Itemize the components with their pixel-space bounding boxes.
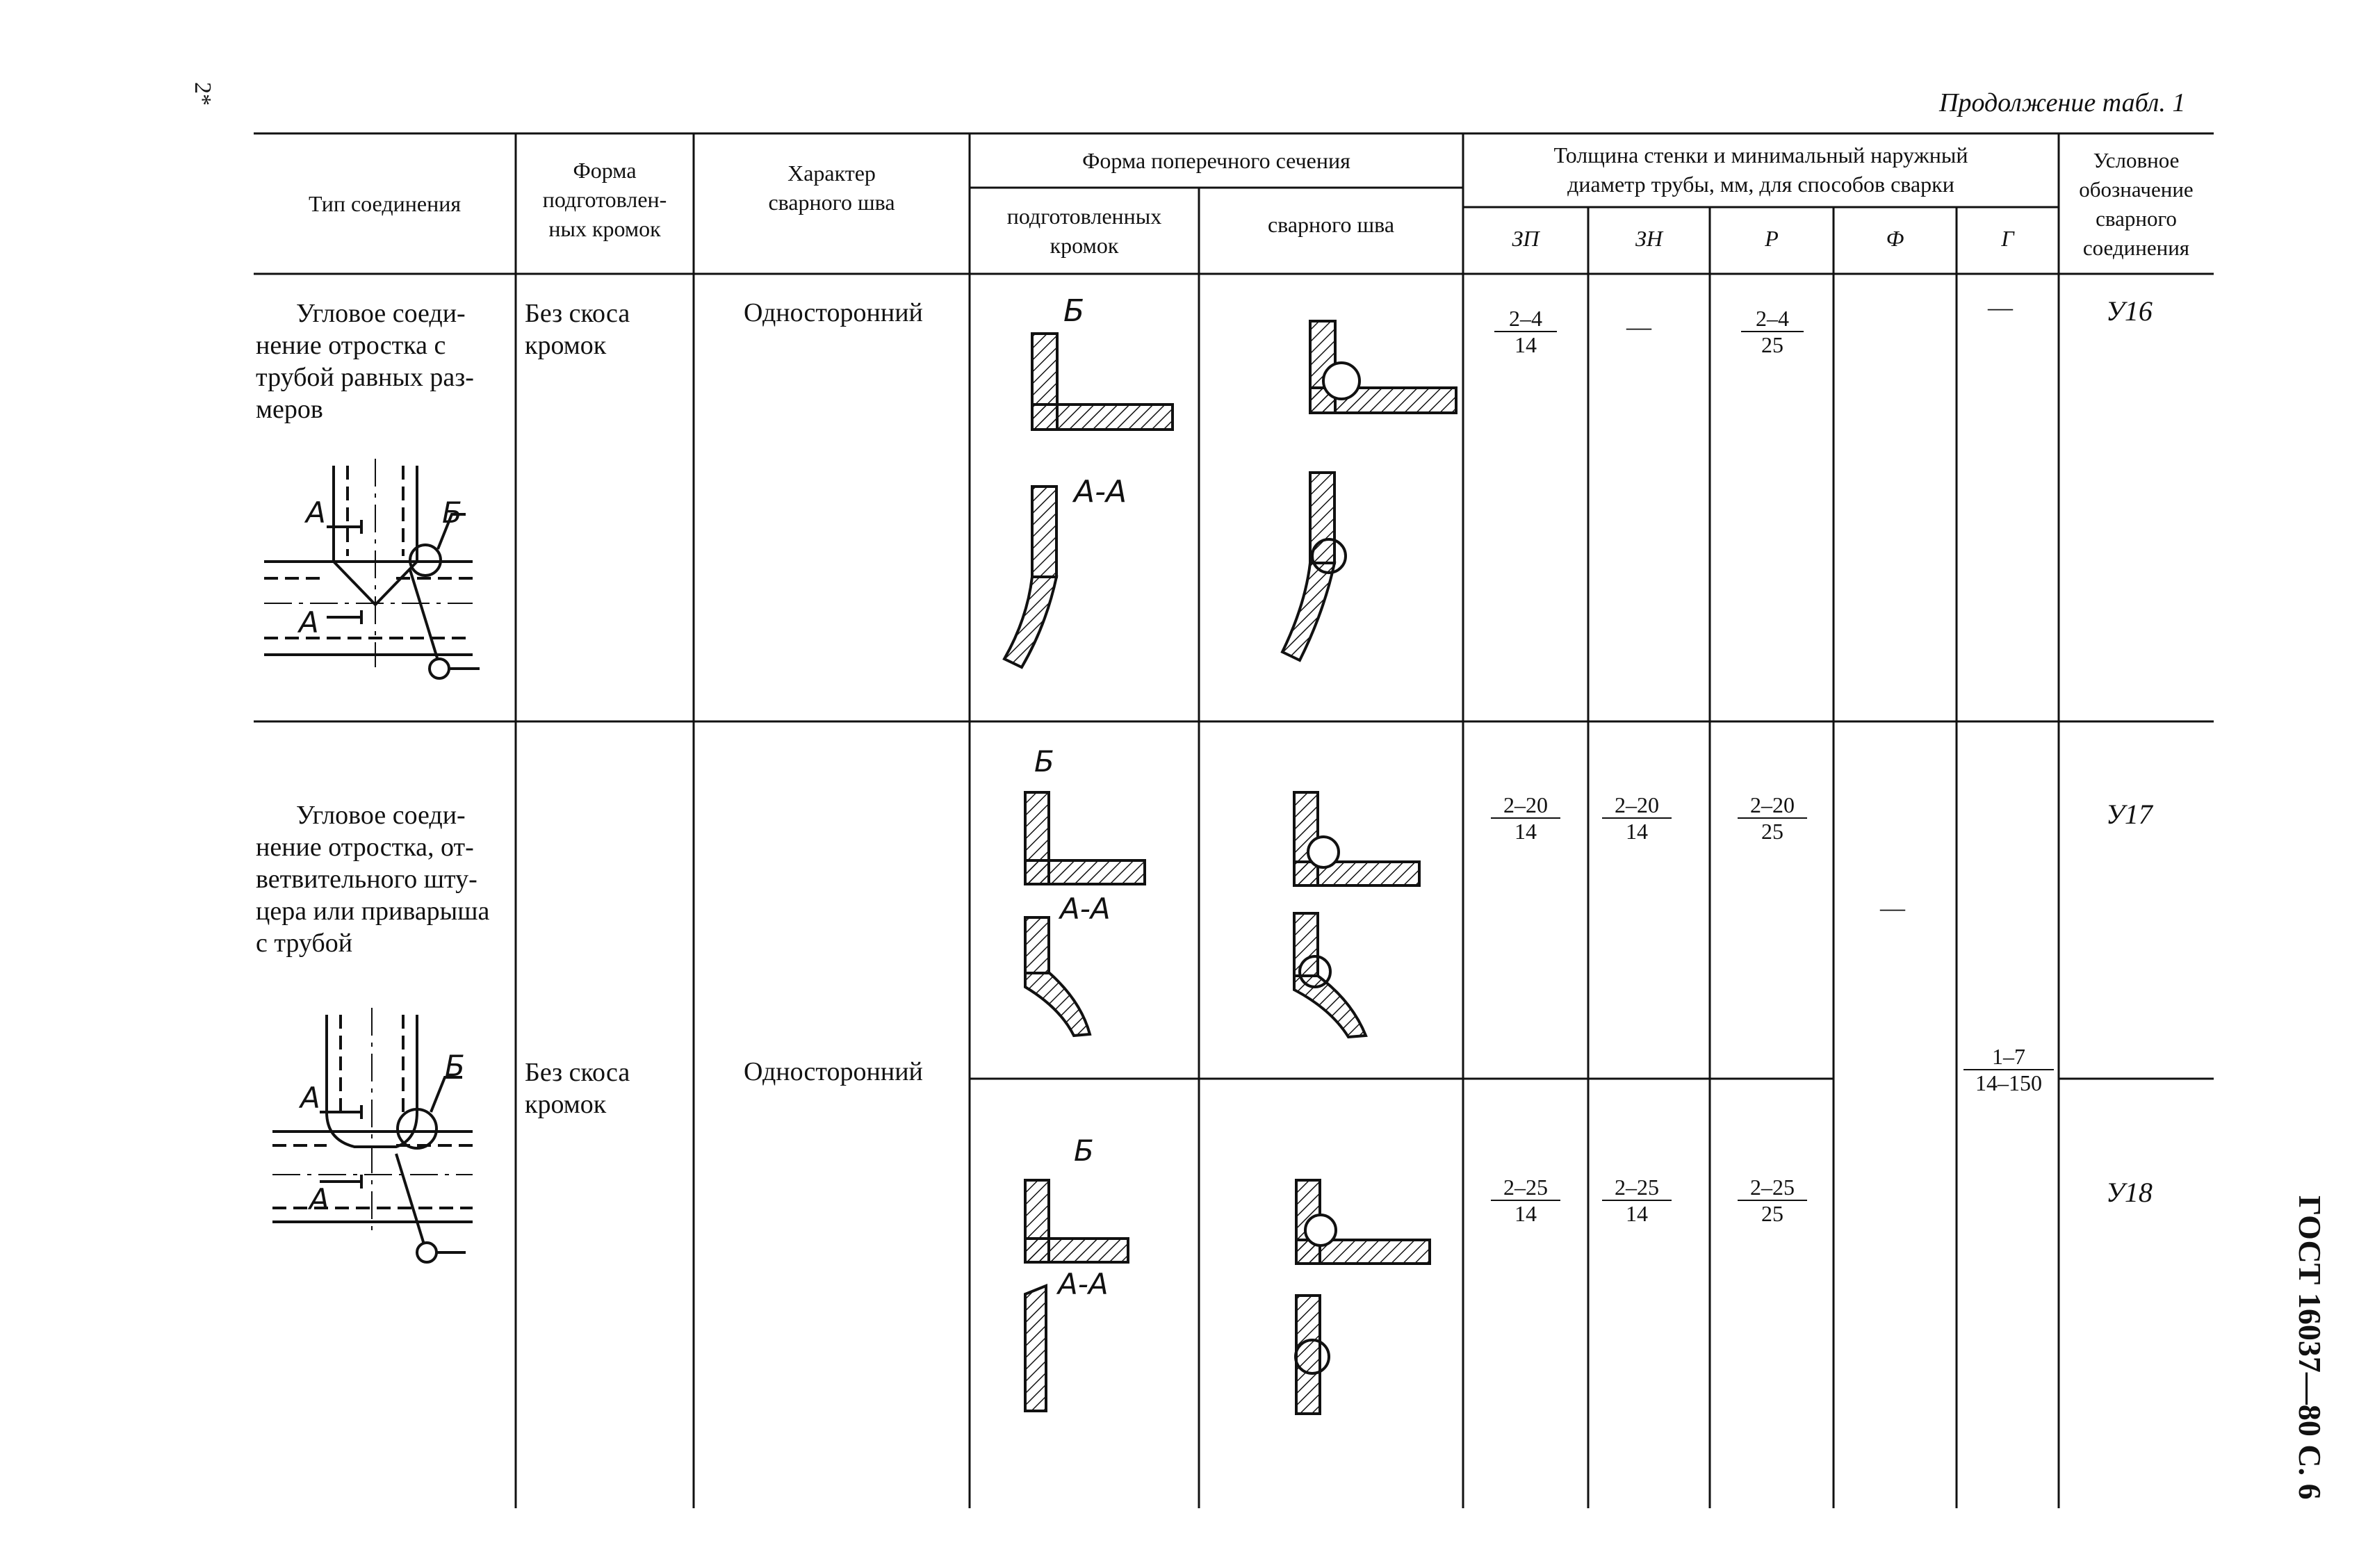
row1-edge-form: Без скоса кромок (525, 299, 630, 360)
header-method-g: Г (2001, 226, 2014, 251)
row2-weld-seam (1294, 792, 1419, 1037)
header-method-zp: ЗП (1512, 226, 1540, 251)
row3-code: У18 (2106, 1177, 2153, 1208)
row3-weld-seam (1296, 1180, 1430, 1414)
header-method-zn: ЗН (1635, 226, 1663, 251)
row1-joint-sketch (264, 459, 480, 678)
row1-zn-value: — (1626, 313, 1651, 341)
row1-seam: Односторонний (744, 298, 923, 327)
svg-text:А: А (306, 496, 326, 530)
row3-zn-value: $\frac{2-25}{14}$ (1602, 1175, 1672, 1226)
svg-text:А-А: А-А (1058, 1267, 1109, 1301)
row2-zn-value: $\frac{2-20}{14}$ (1602, 792, 1672, 844)
svg-text:А: А (309, 1182, 329, 1216)
svg-text:Б: Б (1074, 1134, 1094, 1168)
svg-text:А-А: А-А (1074, 474, 1127, 509)
row2-edge-form: Без скоса кромок (525, 1058, 630, 1119)
svg-text:Б: Б (1034, 744, 1054, 778)
page-mark: 2* (190, 82, 215, 106)
row2-zp-value: $\frac{2-20}{14}$ (1491, 792, 1560, 844)
row2-joint-sketch (272, 1008, 473, 1262)
row3-prepared-labels (1056, 1134, 1109, 1301)
side-title: ГОСТ 16037—80 С. 6 (2292, 1195, 2328, 1500)
row1-code: У16 (2106, 295, 2153, 327)
header-seam-character: Характер сварного шва (768, 161, 895, 215)
g-value: $\frac{1-7}{14-150}$ (1963, 1044, 2054, 1095)
svg-text:Б: Б (445, 1049, 465, 1083)
row1-g-value: — (1988, 293, 2013, 321)
row3-r-value: $\frac{2-25}{25}$ (1738, 1175, 1807, 1226)
f-value: — (1880, 894, 1905, 922)
row1-r-value: $\frac{2-4}{25}$ (1741, 306, 1804, 357)
row1-weld-seam (1282, 321, 1456, 660)
header-cross-section: Форма поперечного сечения (1082, 148, 1350, 173)
row2-code: У17 (2106, 799, 2153, 830)
row3-zp-value: $\frac{2-25}{14}$ (1491, 1175, 1560, 1226)
svg-text:А: А (299, 605, 319, 639)
header-thickness: Толщина стенки и минимальный наружный диаметр трубы, мм, для способов сварки (1553, 142, 1968, 197)
row1-prepared-labels (1063, 293, 1127, 509)
svg-text:Б: Б (1063, 293, 1085, 329)
svg-text:А-А: А-А (1060, 892, 1111, 926)
row2-r-value: $\frac{2-20}{25}$ (1738, 792, 1807, 844)
header-method-f: Ф (1886, 226, 1904, 251)
row1-joint-type: Угловое соеди- нение отростка с трубой равных раз- меров (256, 299, 474, 424)
row2-seam: Односторонний (744, 1057, 923, 1086)
header-designation: Условное обозначение сварного соединения (2079, 148, 2194, 260)
header-prepared-edges: подготовленных кромок (1006, 204, 1162, 258)
header-joint-type: Тип соединения (308, 191, 462, 216)
row1-zp-value: $\frac{2-4}{14}$ (1494, 306, 1557, 357)
header-edge-form: Форма подготовлен- ных кромок (542, 158, 667, 241)
continuation-label: Продолжение табл. 1 (1939, 88, 2186, 117)
header-method-r: Р (1765, 226, 1779, 251)
header-weld-seam: сварного шва (1267, 212, 1395, 237)
row2-joint-type: Угловое соеди- нение отростка, от- ветвительного шту- цера или приварыша с трубой (256, 801, 490, 958)
svg-text:Б: Б (442, 496, 462, 530)
svg-text:А: А (300, 1081, 320, 1115)
